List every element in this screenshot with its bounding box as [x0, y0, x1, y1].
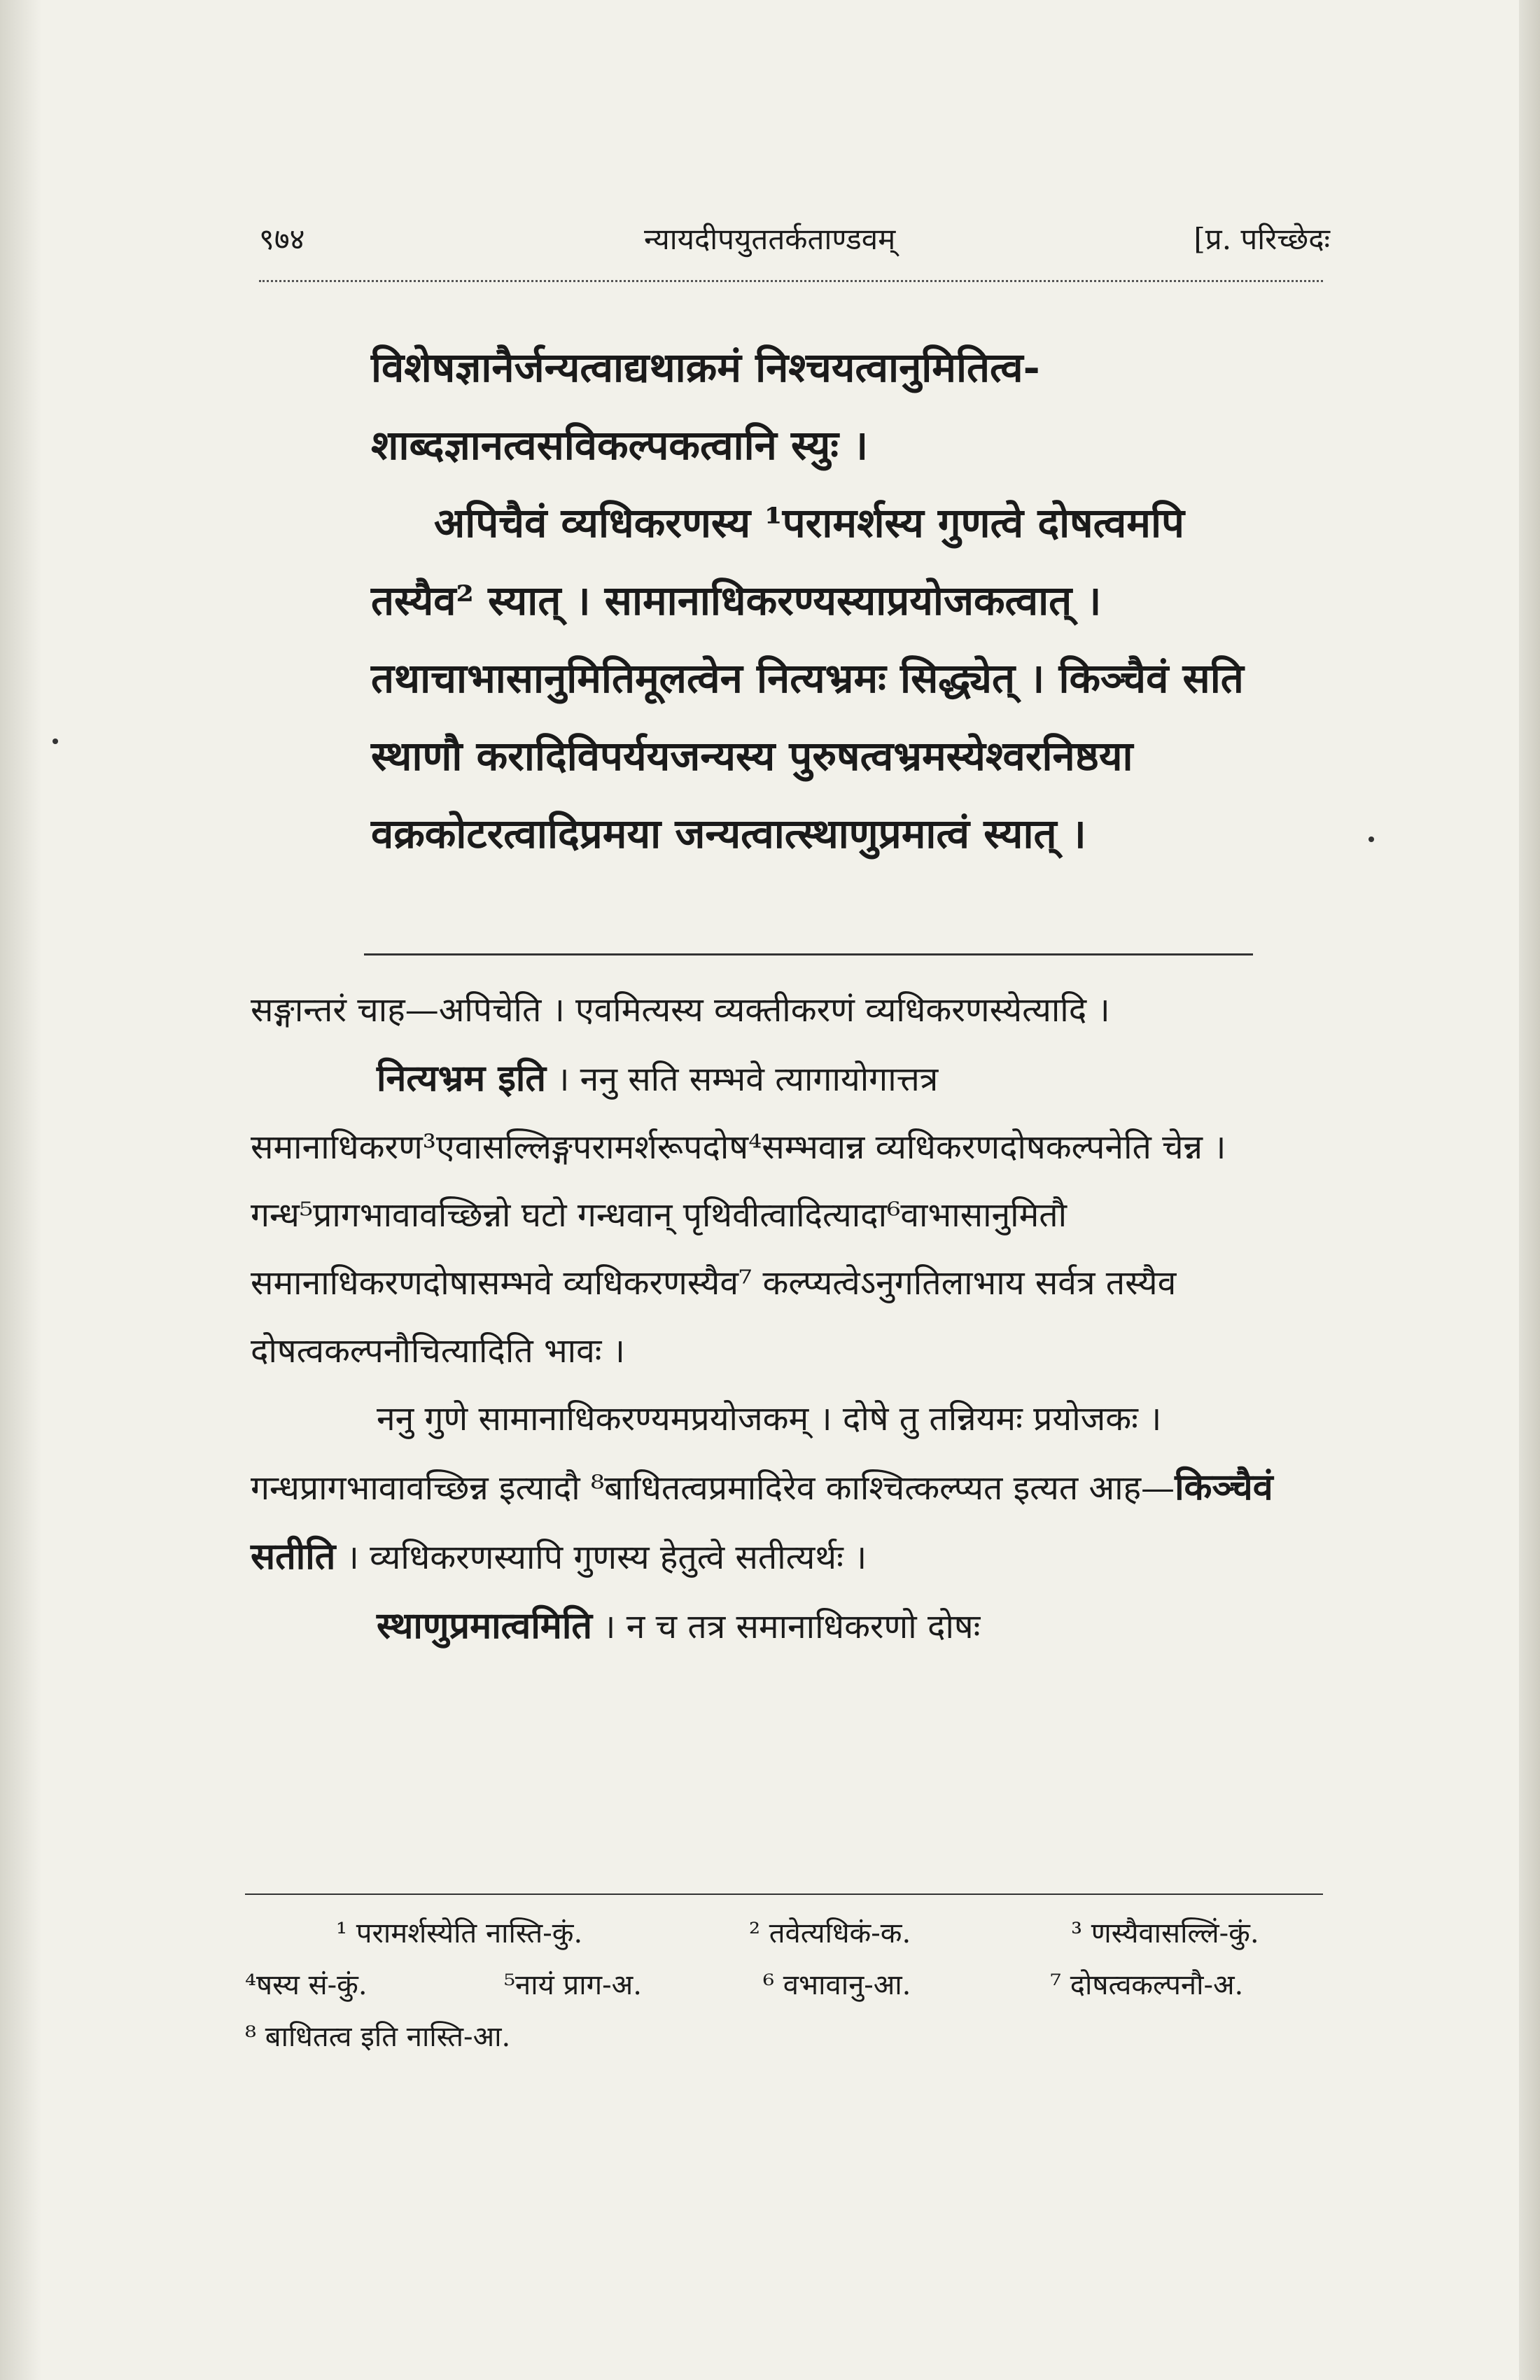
mula-paragraph-1: विशेषज्ञानैर्जन्यत्वाद्यथाक्रमं निश्चयत्वानुमितित्व-शाब्दज्ञानत्वसविकल्पकत्वानि स्युः ।: [371, 344, 1040, 469]
commentary-paragraph-4-body: । न च तत्र समानाधिकरणो दोषः: [592, 1607, 981, 1646]
scan-speck: [52, 738, 58, 744]
page-edge-shadow: [1519, 0, 1540, 2380]
mula-paragraph-2: अपिचैवं व्यधिकरणस्य ¹परामर्शस्य गुणत्वे दोषत्वमपि तस्यैव² स्यात् । सामानाधिकरण्यस्याप्रयोजकत्वात् । तथाचाभासानुमितिमूलत्वेन नित्यभ्रमः सिद्ध्येत् । किञ्चैवं सति स्थाणौ करादिविपर्ययजन्यस्य पुरुषत्वभ्रमस्येश्वरनिष्ठया वक्रकोटरत्वादिप्रमया जन्यत्वात्स्थाणुप्रमात्वं स्यात् ।: [371, 499, 1244, 858]
mula-commentary-divider: [364, 953, 1253, 955]
footnote-3: ³ णस्यैवासल्लिं-कुं.: [1071, 1917, 1259, 1949]
footnote-1: ¹ परामर्शस्येति नास्ति-कुं.: [336, 1917, 583, 1949]
running-title: न्यायदीपयुततर्कताण्डवम्: [644, 222, 896, 256]
footnote-7: ⁷ दोषत्वकल्पनौ-अ.: [1050, 1969, 1244, 2001]
mula-text: [371, 329, 1246, 873]
footnotes: [245, 1907, 1323, 2063]
footnote-8: ⁸ बाधितत्व इति नास्ति-आ.: [245, 2021, 511, 2053]
commentary-text: [251, 976, 1301, 1661]
header-rule: [259, 280, 1323, 286]
commentary-paragraph-3-b: । व्यधिकरणस्यापि गुणस्य हेतुत्वे सतीत्यर्थः ।: [335, 1538, 867, 1577]
footnote-divider: [245, 1893, 1323, 1895]
pratika-sthanupramatvam: स्थाणुप्रमात्वमिति: [377, 1604, 592, 1647]
footnote-4: ⁴षस्य सं-कुं.: [245, 1969, 368, 2001]
running-header: [252, 210, 1330, 266]
footnote-2: ² तवेत्यधिकं-क.: [749, 1917, 911, 1949]
page-number: ९७४: [259, 222, 305, 256]
footnote-row: [245, 1959, 1323, 2011]
footnote-6: ⁶ वभावानु-आ.: [763, 1969, 911, 2001]
commentary-paragraph-4: [251, 1592, 1301, 1661]
commentary-paragraph-2: [251, 1044, 1301, 1385]
section-label: [प्र. परिच्छेदः: [1194, 222, 1330, 256]
commentary-paragraph-1: सङ्गान्तरं चाह—अपिचेति । एवमित्यस्य व्यक्तीकरणं व्यधिकरणस्येत्यादि ।: [251, 990, 1110, 1030]
pratika-nityabhrama: नित्यभ्रम इति: [377, 1057, 546, 1100]
footnote-row: [245, 2011, 1323, 2063]
commentary-paragraph-3-a: ननु गुणे सामानाधिकरण्यमप्रयोजकम् । दोषे तु तन्नियमः प्रयोजकः । गन्धप्रागभावावच्छिन्न इत्यादौ ⁸बाधितत्वप्रमादिरेव काश्चित्कल्प्यत इत्यत आह—: [251, 1399, 1175, 1508]
footnote-5: ⁵नायं प्राग-अ.: [504, 1969, 642, 2001]
commentary-paragraph-3: [251, 1385, 1301, 1592]
footnote-row: [245, 1907, 1323, 1959]
pratika-kinchaivam: किञ्चैवं सतीति: [251, 1466, 1273, 1578]
page-gutter-shadow: [0, 0, 42, 2380]
commentary-paragraph-2-body: । ननु सति सम्भवे त्यागायोगात्तत्र समानाधिकरण³एवासल्लिङ्गपरामर्शरूपदोष⁴सम्भवान्न व्यधिकरणदोषकल्पनेति चेन्न । गन्ध⁵प्रागभावावच्छिन्नो घटो गन्धवान् पृथिवीत्वादित्यादा⁶वाभासानुमितौ समानाधिकरणदोषासम्भवे व्यधिकरणस्यैव⁷ कल्प्यत्वेऽनुगतिलाभाय सर्वत्र तस्यैव दोषत्वकल्पनौचित्यादिति भावः ।: [251, 1060, 1226, 1371]
scan-speck: [1368, 836, 1374, 842]
